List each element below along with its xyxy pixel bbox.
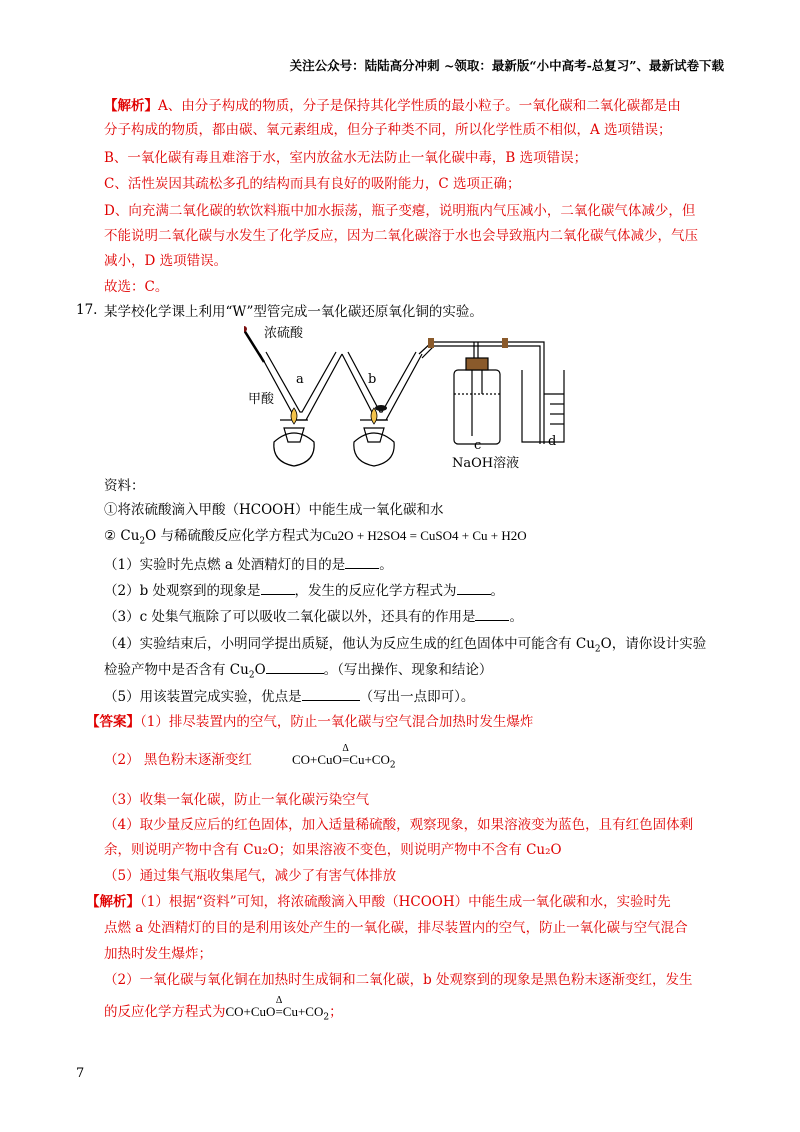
answer-1: 【答案】（1）排尽装置内的空气，防止一氧化碳与空气混合加热时发生爆炸 <box>86 714 534 730</box>
analysis-line-2: 点燃 a 处酒精灯的目的是利用该处产生的一氧化碳，排尽装置内的空气，防止一氧化碳与空气混合 <box>104 920 688 936</box>
question-stem: 某学校化学课上利用“W”型管完成一氧化碳还原氧化铜的实验。 <box>104 304 483 320</box>
label-naoh: NaOH溶液 <box>452 456 520 471</box>
apparatus-figure <box>244 324 580 474</box>
prev-analysis-line-1: 【解析】A、由分子构成的物质，分子是保持其化学性质的最小粒子。一氧化碳和二氧化碳都是由 <box>104 98 681 114</box>
flame-b-icon <box>371 408 377 424</box>
blank-2b[interactable] <box>457 580 491 595</box>
blank-4[interactable] <box>266 659 324 674</box>
answer-4-line-2: 余，则说明产物中含有 Cu₂O；如果溶液不变色，则说明产物中不含有 Cu₂O <box>104 842 562 858</box>
answer-5: （5）通过集气瓶收集尾气，减少了有害气体排放 <box>104 868 397 884</box>
blank-1[interactable] <box>345 554 379 569</box>
subq-3: （3）c 处集气瓶除了可以吸收二氧化碳以外，还具有的作用是 。 <box>104 606 523 627</box>
answer-2: （2） 黑色粉末逐渐变红 <box>104 752 252 768</box>
page-number: 7 <box>76 1066 85 1081</box>
label-formic: 甲酸 <box>248 392 275 407</box>
info-1: ①将浓硫酸滴入甲酸（HCOOH）中能生成一氧化碳和水 <box>104 502 444 518</box>
prev-analysis-line-3: B、一氧化碳有毒且难溶于水，室内放盆水无法防止一氧化碳中毒，B 选项错误； <box>104 150 588 166</box>
info-title: 资料： <box>104 478 145 494</box>
blank-2a[interactable] <box>261 580 295 595</box>
answer-3: （3）收集一氧化碳，防止一氧化碳污染空气 <box>104 792 370 808</box>
page-header: 关注公众号：陆陆高分冲刺 ~领取：最新版“小中高考-总复习”、最新试卷下载 <box>289 58 724 73</box>
answer-2-equation: CO+CuO Δ $=Cu+CO_2$ <box>292 743 396 771</box>
subq-4-line-2: 检验产物中是否含有 $Cu_2O$ 。（写出操作、现象和结论） <box>104 659 492 686</box>
subq-5: （5）用该装置完成实验，优点是 （写出一点即可）。 <box>104 686 474 707</box>
subq-4-line-1: （4）实验结束后，小明同学提出质疑，他认为反应生成的红色固体中可能含有 $Cu_2O$，请你设计实验 <box>104 636 707 655</box>
prev-analysis-line-6: 不能说明二氧化碳与水发生了化学反应，因为二氧化碳溶于水也会导致瓶内二氧化碳气体减少，气压 <box>104 228 698 244</box>
info-2-equation: Cu2O + H2SO4 = CuSO4 + Cu + H2O <box>322 528 527 543</box>
analysis-line-3: 加热时发生爆炸； <box>104 946 212 962</box>
prev-analysis-line-4: C、活性炭因其疏松多孔的结构而具有良好的吸附能力，C 选项正确； <box>104 176 521 192</box>
info-2: ② $Cu_2O$ 与稀硫酸反应化学方程式为Cu2O + H2SO4 = CuSO4 + Cu + H2O <box>104 528 527 547</box>
subq-1: （1）实验时先点燃 a 处酒精灯的目的是 。 <box>104 554 393 575</box>
label-b: b <box>368 372 377 387</box>
prev-analysis-line-8: 故选：C。 <box>104 279 169 295</box>
prev-analysis-line-2: 分子构成的物质，都由碳、氧元素组成，但分子种类不同，所以化学性质不相似，A 选项错误； <box>104 122 672 138</box>
label-d: d <box>548 434 557 449</box>
question-number: 17. <box>76 302 98 318</box>
subq-2: （2）b 处观察到的现象是 ，发生的反应化学方程式为 。 <box>104 580 504 601</box>
clamp-2 <box>502 338 508 348</box>
blank-3[interactable] <box>475 606 509 621</box>
w-tube-apparatus-drawing <box>244 324 580 474</box>
analysis-line-1: 【解析】（1）根据“资料”可知，将浓硫酸滴入甲酸（HCOOH）中能生成一氧化碳和水，实验时先 <box>86 894 671 910</box>
analysis-line-4: （2）一氧化碳与氧化铜在加热时生成铜和二氧化碳，b 处观察到的现象是黑色粉末逐渐变红，发生 <box>104 972 693 988</box>
analysis-line-5: 的反应化学方程式为CO+CuO Δ $=Cu+CO_2$； <box>104 995 343 1023</box>
label-c: c <box>474 438 482 453</box>
cuo-powder <box>375 405 387 411</box>
flame-a-icon <box>291 408 297 424</box>
prev-analysis-line-7: 减小，D 选项错误。 <box>104 253 228 269</box>
answer-4-line-1: （4）取少量反应后的红色固体，加入适量稀硫酸，观察现象，如果溶液变为蓝色，且有红色固体剩 <box>104 817 694 833</box>
blank-5[interactable] <box>302 686 360 701</box>
label-acid: 浓硫酸 <box>264 326 304 341</box>
label-a: a <box>296 372 304 387</box>
clamp-1 <box>428 338 434 348</box>
prev-analysis-line-5: D、向充满二氧化碳的软饮料瓶中加水振荡，瓶子变瘪，说明瓶内气压减小，二氧化碳气体减少，但 <box>104 203 696 219</box>
